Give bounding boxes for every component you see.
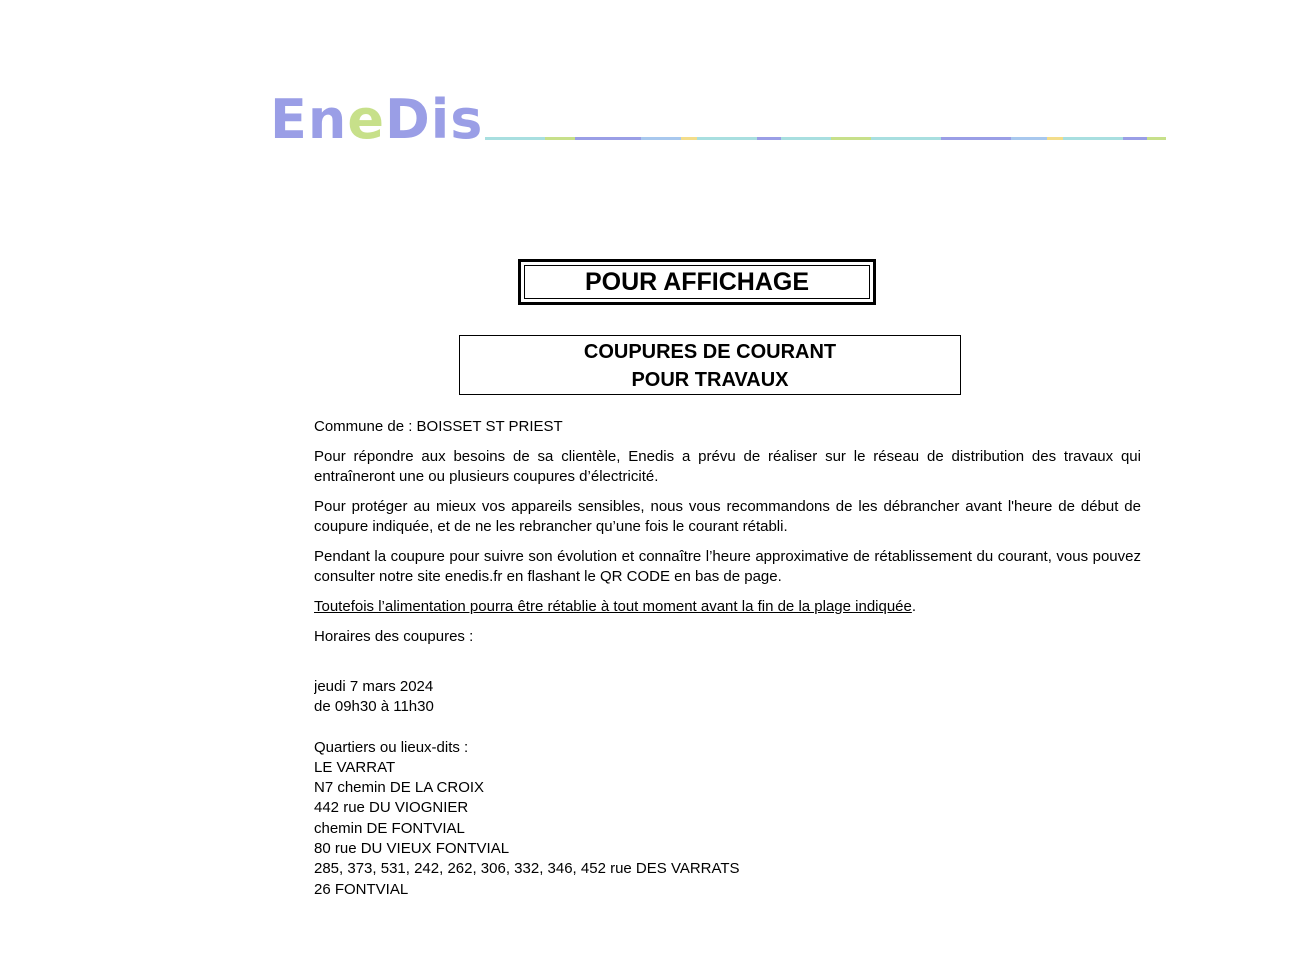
place-item: 80 rue DU VIEUX FONTVIAL (314, 840, 510, 858)
place-item: 442 rue DU VIOGNIER (314, 799, 469, 817)
place-item: 26 FONTVIAL (314, 880, 409, 898)
paragraph-intro: Pour répondre aux besoins de sa clientèle, Enedis a prévu de réaliser sur le réseau de distribution des travaux qui entraîneront une ou plusieurs coupures d’électricité. (314, 448, 1141, 485)
coupures-title-box (459, 335, 961, 395)
place-item: chemin DE FONTVIAL (314, 819, 465, 837)
logo-text-part3: Dis (384, 88, 484, 151)
affichage-title: POUR AFFICHAGE (524, 265, 870, 299)
paragraph-follow-up: Pendant la coupure pour suivre son évolution et connaître l’heure approximative de rétablissement du courant, vous pouvez consulter notre site enedis.fr en flashant le QR CODE en bas de page. (314, 548, 1141, 585)
quartiers-label: Quartiers ou lieux-dits : (314, 738, 469, 756)
enedis-logo (270, 88, 484, 151)
commune-line: Commune de : BOISSET ST PRIEST (314, 418, 563, 435)
place-item: N7 chemin DE LA CROIX (314, 779, 485, 797)
note-underlined-text: Toutefois l’alimentation pourra être rétablie à tout moment avant la fin de la plage indiquée (314, 598, 912, 615)
logo-text-part1: En (270, 88, 348, 151)
paragraph-note (314, 597, 1141, 617)
horaires-label: Horaires des coupures : (314, 628, 474, 645)
affichage-title-box (518, 259, 876, 305)
logo-text-part2: e (347, 88, 385, 151)
notice-body (314, 417, 1141, 907)
coupures-title-line2: POUR TRAVAUX (631, 369, 789, 391)
place-item: 285, 373, 531, 242, 262, 306, 332, 346, 452 rue DES VARRATS (314, 860, 740, 878)
note-end: . (911, 598, 917, 615)
coupures-title-line1: COUPURES DE COURANT (583, 341, 837, 363)
place-item: LE VARRAT (314, 758, 396, 776)
paragraph-recommendation: Pour protéger au mieux vos appareils sensibles, nous vous recommandons de les débrancher avant l'heure de début de coupure indiquée, et de ne les rebrancher qu’une fois le courant rétabli. (314, 498, 1141, 535)
logo-decorative-bar (485, 137, 1166, 140)
outage-time-range: de 09h30 à 11h30 (314, 698, 434, 716)
outage-date: jeudi 7 mars 2024 (314, 678, 434, 695)
